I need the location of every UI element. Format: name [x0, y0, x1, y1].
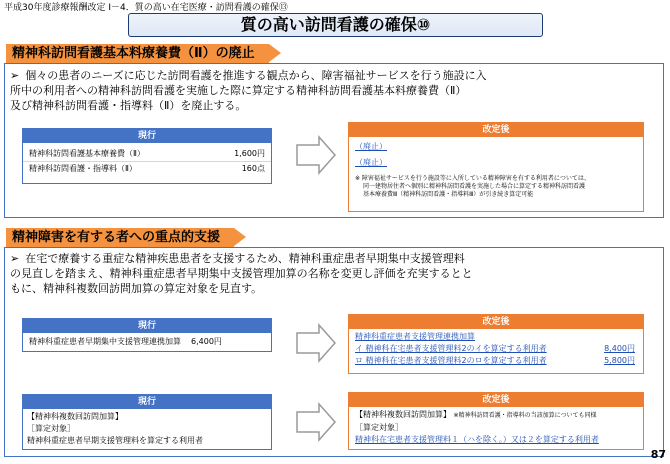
section2-revised-box-1 — [348, 314, 644, 374]
page-number: 87 — [650, 448, 666, 461]
section1-description — [10, 68, 487, 113]
document-caption: 平成30年度診療報酬改定 Ⅰ－4．質の高い在宅医療・訪問看護の確保⑬ — [4, 3, 288, 13]
abolished-item: （廃止） — [355, 142, 387, 151]
section2-line-2: の見直しを踏まえ、精神科重症患者早期集中支援管理加算の名称を変更し評価を充実するとと — [10, 267, 473, 280]
current-row: 精神科訪問看護・指導料（Ⅱ） 160点 — [23, 161, 271, 176]
revised-header: 改定後 — [349, 315, 643, 329]
revised-item-row: ロ 精神科在宅患者支援管理料2のロを算定する利用者 5,800円 — [355, 356, 635, 365]
section1-line-1: ➢ 個々の患者のニーズに応じた訪問看護を推進する観点から、障害福祉サービスを行う施設に入 — [10, 69, 487, 82]
revised-note: 基本療養費Ⅲ（精神科訪問看護・指導料Ⅲ）が引き続き算定可能 — [363, 191, 534, 198]
section2-description — [10, 251, 473, 296]
right-arrow-icon — [295, 135, 337, 175]
section1-heading — [6, 44, 269, 63]
revised-item-title: 精神科重症患者支援管理連携加算 — [355, 332, 475, 341]
revised-item-row: イ 精神科在宅患者支援管理料2のイを算定する利用者 8,400円 — [355, 344, 635, 353]
revised-line: 【精神科複数回訪問加算】 ※精神科訪問看護・指導料の当該加算についても同様 — [355, 410, 597, 419]
section1-current-box — [22, 128, 272, 184]
current-row: 精神科重症患者早期集中支援管理連携加算 6,400円 — [29, 337, 222, 346]
current-line: 【精神科複数回訪問加算】 — [27, 412, 123, 421]
section2-line-3: もに、精神科複数回訪問加算の算定対象を見直す。 — [10, 282, 263, 295]
page-title: 質の高い訪問看護の確保⑩ — [128, 13, 543, 37]
current-line: 精神科重症患者早期支援管理料を算定する利用者 — [27, 436, 203, 445]
section1-line-3: 及び精神科訪問看護・指導料（Ⅱ）を廃止する。 — [10, 99, 247, 112]
section1-line-2: 所中の利用者への精神科訪問看護を実施した際に算定する精神科訪問看護基本料療養費（Ⅱ） — [10, 84, 467, 97]
revised-line: ［算定対象］ — [355, 423, 403, 432]
revised-line: 精神科在宅患者支援管理料１（ハを除く。）又は２を算定する利用者 — [355, 435, 599, 444]
section2-line-1: ➢ 在宅で療養する重症な精神疾患患者を支援するため、精神科重症患者早期集中支援管理料 — [10, 252, 465, 265]
current-line: ［算定対象］ — [27, 424, 75, 433]
bullet-arrow-icon: ➢ — [10, 69, 20, 82]
section2-heading — [6, 228, 234, 247]
revised-note: 同一建物居住者へ個別に精神科訪問看護を実施した場合に算定する精神科訪問看護 — [363, 183, 586, 190]
revised-note: ※ 障害福祉サービスを行う施設等に入所している精神障害を有する利用者については、 — [355, 175, 590, 182]
revised-header: 改定後 — [349, 123, 643, 137]
section1-heading-text: 精神科訪問看護基本料療養費（Ⅱ）の廃止 — [12, 46, 255, 61]
section2-heading-text: 精神障害を有する者への重点的支援 — [12, 230, 221, 245]
right-arrow-icon — [295, 323, 337, 363]
revised-header: 改定後 — [349, 393, 643, 407]
bullet-arrow-icon: ➢ — [10, 252, 20, 265]
section2-current-box-2 — [22, 394, 272, 450]
right-arrow-icon — [295, 402, 337, 442]
current-header: 現行 — [23, 129, 271, 143]
section1-revised-box — [348, 122, 644, 212]
section2-revised-box-2 — [348, 392, 644, 450]
current-row: 精神科訪問看護基本療養費（Ⅱ） 1,600円 — [29, 149, 265, 158]
abolished-item: （廃止） — [355, 158, 387, 167]
current-header: 現行 — [23, 395, 271, 409]
current-header: 現行 — [23, 319, 271, 333]
section2-current-box-1 — [22, 318, 272, 352]
